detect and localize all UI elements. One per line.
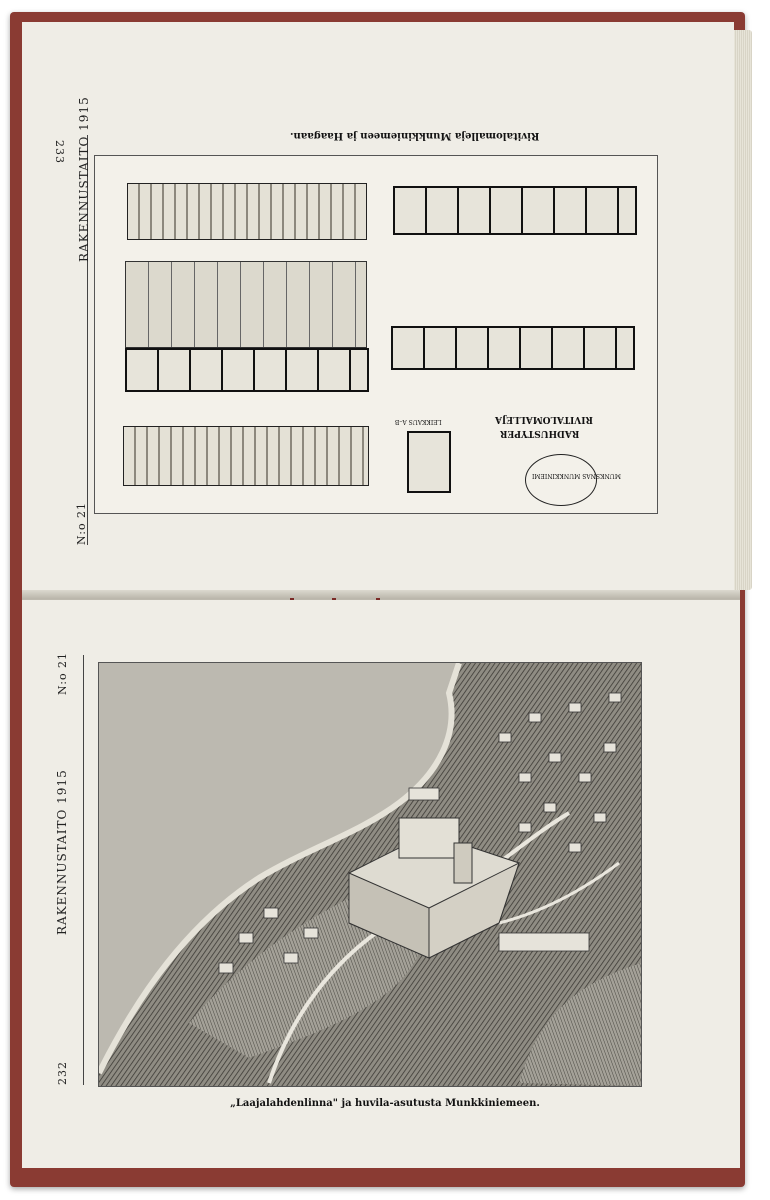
top-caption: Rivitalomalleja Munkkiniemeen ja Haagaan.	[290, 130, 540, 141]
facade-drawing	[123, 426, 369, 486]
aerial-drawing	[99, 663, 641, 1086]
sheet-subtitle: RIVITALOMALLEJA	[495, 414, 593, 424]
floor-plan	[125, 348, 369, 392]
top-issue-number: N:o 21	[75, 501, 88, 545]
facade-drawing	[127, 183, 367, 240]
plan-sheet	[94, 155, 658, 514]
section-drawing	[407, 431, 451, 493]
top-journal-title: RAKENNUSTAITO 1915	[77, 96, 91, 262]
munksnas-seal	[525, 454, 621, 506]
aerial-illustration	[98, 662, 642, 1087]
garden-plan	[125, 261, 367, 348]
bottom-caption: „Laajalahdenlinna" ja huvila-asutusta Munkkiniemeen.	[230, 1098, 540, 1109]
section-label: LEIKKAUS A–B	[395, 418, 442, 425]
floor-plan	[391, 326, 635, 370]
top-page-number: 233	[53, 140, 66, 164]
bottom-header-rule	[83, 655, 84, 1085]
seal-text: MUNKSNÄS MUNKKINIEMI	[532, 472, 621, 479]
bottom-issue-number: N:o 21	[56, 651, 69, 695]
bottom-page-number: 232	[56, 1061, 69, 1085]
sheet-title: RADHUSTYPER	[500, 428, 580, 438]
floor-plan	[393, 186, 637, 235]
bottom-journal-title: RAKENNUSTAITO 1915	[55, 769, 69, 935]
